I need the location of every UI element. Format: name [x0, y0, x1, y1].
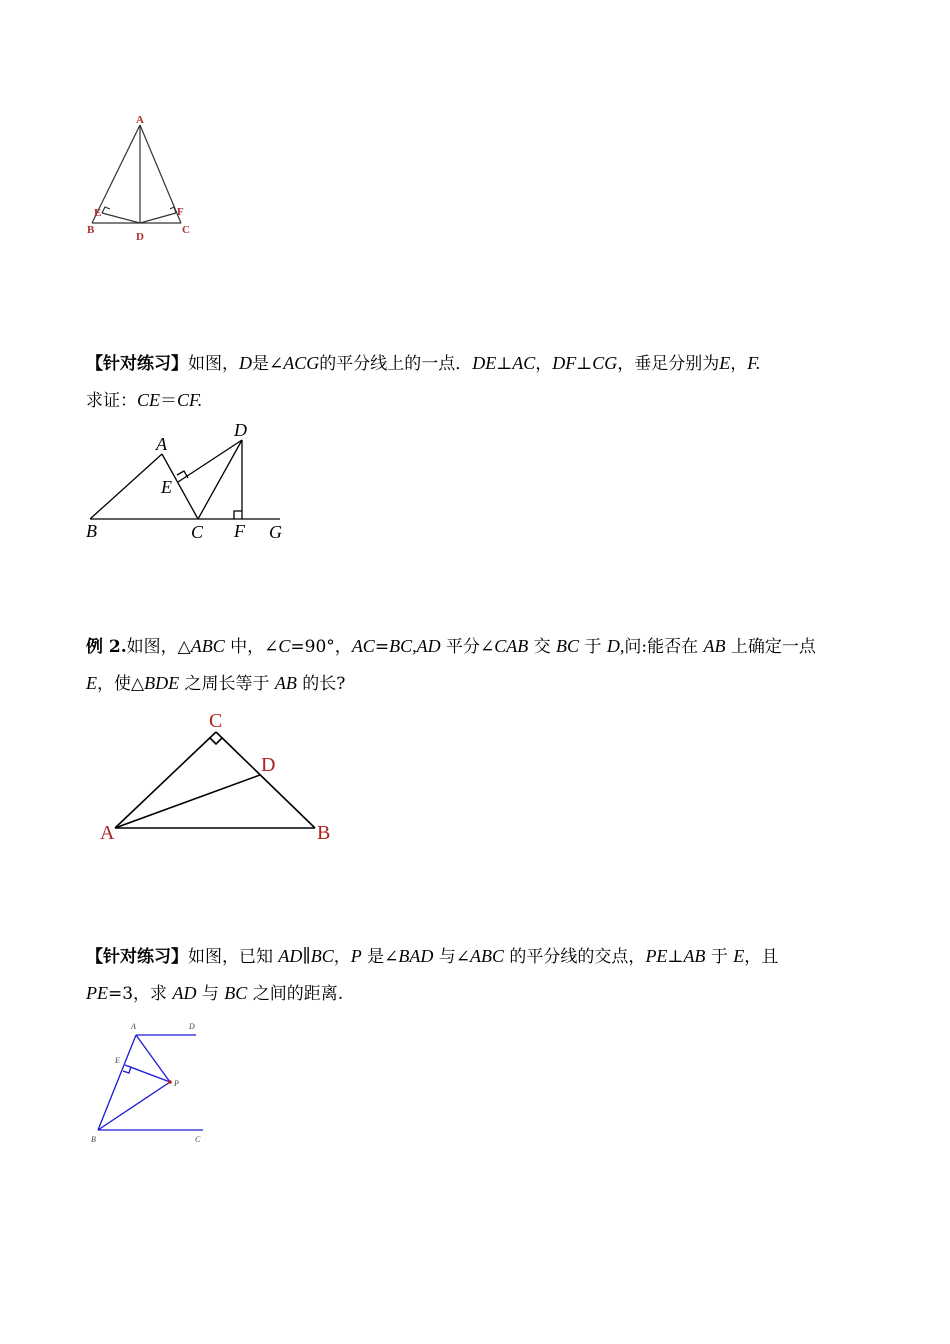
label-e: E: [115, 1056, 120, 1065]
practice-problem-1: 【针对练习】如图，D是∠ACG的平分线上的一点．DE⊥AC，DF⊥CG，垂足分别为E，F. 求证：CE＝CF.: [86, 353, 761, 411]
segment-de: [178, 440, 242, 482]
segment-bp: [98, 1082, 170, 1130]
segment-ba: [90, 454, 162, 519]
label-a: A: [131, 1022, 136, 1031]
label-c: C: [209, 710, 223, 732]
right-angle-mark-e: [123, 1067, 131, 1073]
right-angle-mark-e: [102, 207, 110, 213]
label-a: A: [136, 114, 144, 126]
label-g: G: [269, 522, 282, 542]
practice-tag: 【针对练习】: [86, 354, 188, 374]
label-d: D: [261, 754, 276, 776]
segment-de: [102, 213, 140, 223]
label-a: A: [156, 434, 167, 454]
label-c: C: [182, 224, 190, 236]
right-angle-mark-f: [234, 511, 242, 519]
label-d: D: [189, 1022, 195, 1031]
label-p: P: [174, 1079, 179, 1088]
label-b: B: [91, 1135, 96, 1144]
example-title: 例 2.: [86, 637, 127, 657]
segment-cb: [216, 732, 315, 828]
label-e: E: [94, 207, 102, 219]
label-f: F: [234, 521, 245, 541]
segment-ac: [115, 732, 216, 828]
segment-ab: [98, 1035, 136, 1130]
label-c: C: [191, 522, 204, 542]
segment-ad: [115, 775, 260, 828]
example-problem-2: 例 2.如图，△ABC 中，∠C=90°，AC=BC,AD 平分∠CAB 交 BC 于 D,问:能否在 AB 上确定一点 E，使△BDE 之周长等于 AB 的长?: [86, 636, 816, 694]
right-angle-mark-c: [210, 738, 222, 744]
figure-right-triangle: [95, 705, 345, 845]
practice-problem-2: 【针对练习】如图，已知 AD∥BC，P 是∠BAD 与∠ABC 的平分线的交点，PE⊥AB 于 E，且 PE=3，求 AD 与 BC 之间的距离.: [86, 946, 779, 1004]
label-b: B: [87, 224, 95, 236]
label-e: E: [161, 477, 172, 497]
practice-tag: 【针对练习】: [86, 947, 188, 967]
label-d: D: [234, 420, 247, 440]
label-b: B: [86, 521, 97, 541]
segment-df: [140, 213, 176, 223]
figure-parallel-bisectors: [85, 1018, 210, 1148]
label-c: C: [195, 1135, 201, 1144]
segment-cd: [198, 440, 242, 519]
point-p: [168, 1080, 172, 1084]
label-d: D: [136, 231, 144, 243]
figure-isosceles-triangle: [80, 110, 210, 245]
label-b: B: [317, 822, 331, 844]
figure-angle-bisector: [80, 415, 300, 550]
label-f: F: [177, 206, 184, 218]
label-a: A: [100, 822, 115, 844]
